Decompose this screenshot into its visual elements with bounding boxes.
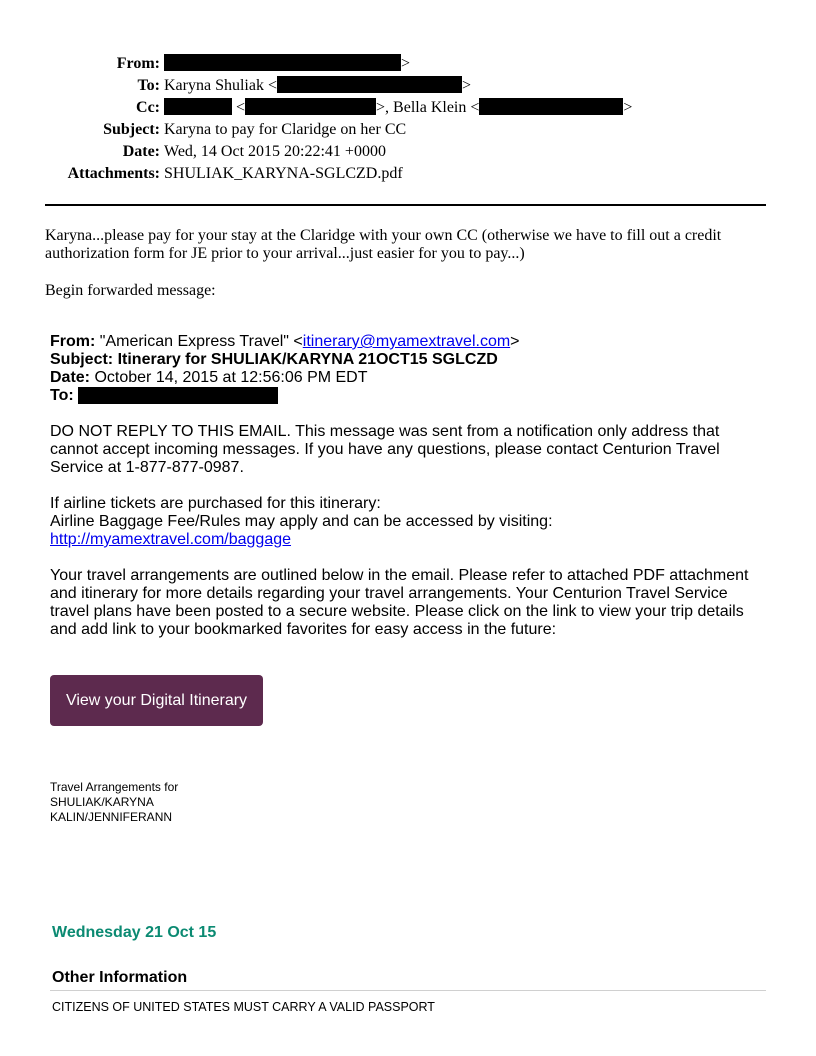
- fwd-subject-value: Itinerary for SHULIAK/KARYNA 21OCT15 SGLCZD: [113, 351, 498, 368]
- to-suffix: >: [462, 77, 472, 94]
- no-reply-notice: DO NOT REPLY TO THIS EMAIL. This message was sent from a notification only address that cannot accept incoming messages. If you have any questions, please contact Centurion Travel Service at 1-877-877-0987.: [50, 423, 720, 476]
- to-row: [0, 75, 816, 97]
- fwd-from-line: From: "American Express Travel" <itinerary@myamextravel.com>: [50, 333, 520, 350]
- view-digital-itinerary-button[interactable]: View your Digital Itinerary: [50, 675, 263, 726]
- from-row: [0, 53, 816, 75]
- subject-value: Karyna to pay for Claridge on her CC: [164, 121, 407, 138]
- redaction-bar: [479, 98, 623, 115]
- cc-mid: <: [232, 99, 246, 116]
- fwd-date-label: Date:: [50, 369, 91, 386]
- cc-label: Cc:: [136, 99, 160, 116]
- redaction-bar: [245, 98, 376, 115]
- baggage-link[interactable]: http://myamextravel.com/baggage: [50, 531, 292, 548]
- fwd-from-name: "American Express Travel" <: [95, 333, 303, 350]
- header-divider: [45, 204, 766, 206]
- travel-arrangements-block: [50, 780, 178, 825]
- traveler-name: KALIN/JENNIFERANN: [50, 810, 173, 824]
- other-information-heading: Other Information: [52, 969, 188, 986]
- cc-row: [0, 97, 816, 119]
- attachments-row: [0, 163, 816, 185]
- day-heading: Wednesday 21 Oct 15: [52, 924, 217, 941]
- fwd-from-label: From:: [50, 333, 96, 350]
- fwd-subject-label: Subject:: [50, 351, 114, 368]
- fwd-date-value: October 14, 2015 at 12:56:06 PM EDT: [90, 369, 368, 386]
- redaction-bar: [164, 98, 232, 115]
- fwd-to-label: To:: [50, 387, 74, 404]
- fwd-date-line: [50, 369, 770, 387]
- date-value: Wed, 14 Oct 2015 20:22:41 +0000: [164, 143, 386, 160]
- subject-label: Subject:: [103, 121, 160, 138]
- attachments-label: Attachments:: [67, 165, 160, 182]
- to-name: Karyna Shuliak <: [164, 77, 277, 94]
- arrangements-paragraph: Your travel arrangements are outlined below in the email. Please refer to attached PDF attachment and itinerary for more details regarding your travel arrangements. Your Centurion Travel Service travel plans have been posted to a secure website. Please click on the link to view your trip details and add link to your bookmarked favorites for easy access in the future:: [50, 567, 749, 638]
- attachment-file[interactable]: SHULIAK_KARYNA-SGLCZD.pdf: [164, 165, 403, 182]
- redaction-bar: [78, 387, 278, 404]
- airline-line-1: If airline tickets are purchased for this itinerary:: [50, 495, 381, 512]
- intro-message: Karyna...please pay for your stay at the Claridge with your own CC (otherwise we have to fill out a credit authorization form for JE prior to your arrival...just easier for you to pay...): [45, 227, 722, 262]
- email-header: [0, 53, 816, 185]
- to-label: To:: [137, 77, 160, 94]
- cc-after: >, Bella Klein <: [376, 99, 480, 116]
- fwd-subject-line: [50, 351, 770, 369]
- redaction-bar: [277, 76, 462, 93]
- subject-row: [0, 119, 816, 141]
- fwd-from-email-link[interactable]: itinerary@myamextravel.com: [302, 333, 511, 350]
- from-suffix: >: [401, 55, 411, 72]
- passport-note: CITIZENS OF UNITED STATES MUST CARRY A VALID PASSPORT: [52, 1000, 435, 1014]
- forwarded-message: [50, 333, 770, 639]
- airline-line-2: Airline Baggage Fee/Rules may apply and can be accessed by visiting:: [50, 513, 553, 530]
- travel-arrangements-label: Travel Arrangements for: [50, 780, 179, 794]
- begin-forwarded-label: Begin forwarded message:: [45, 282, 216, 299]
- redaction-bar: [164, 54, 401, 71]
- traveler-name: SHULIAK/KARYNA: [50, 795, 154, 809]
- date-label: Date:: [122, 143, 160, 160]
- cc-suffix: >: [623, 99, 633, 116]
- section-divider: [50, 990, 766, 991]
- fwd-to-line: [50, 387, 770, 405]
- date-row: [0, 141, 816, 163]
- from-label: From:: [116, 55, 160, 72]
